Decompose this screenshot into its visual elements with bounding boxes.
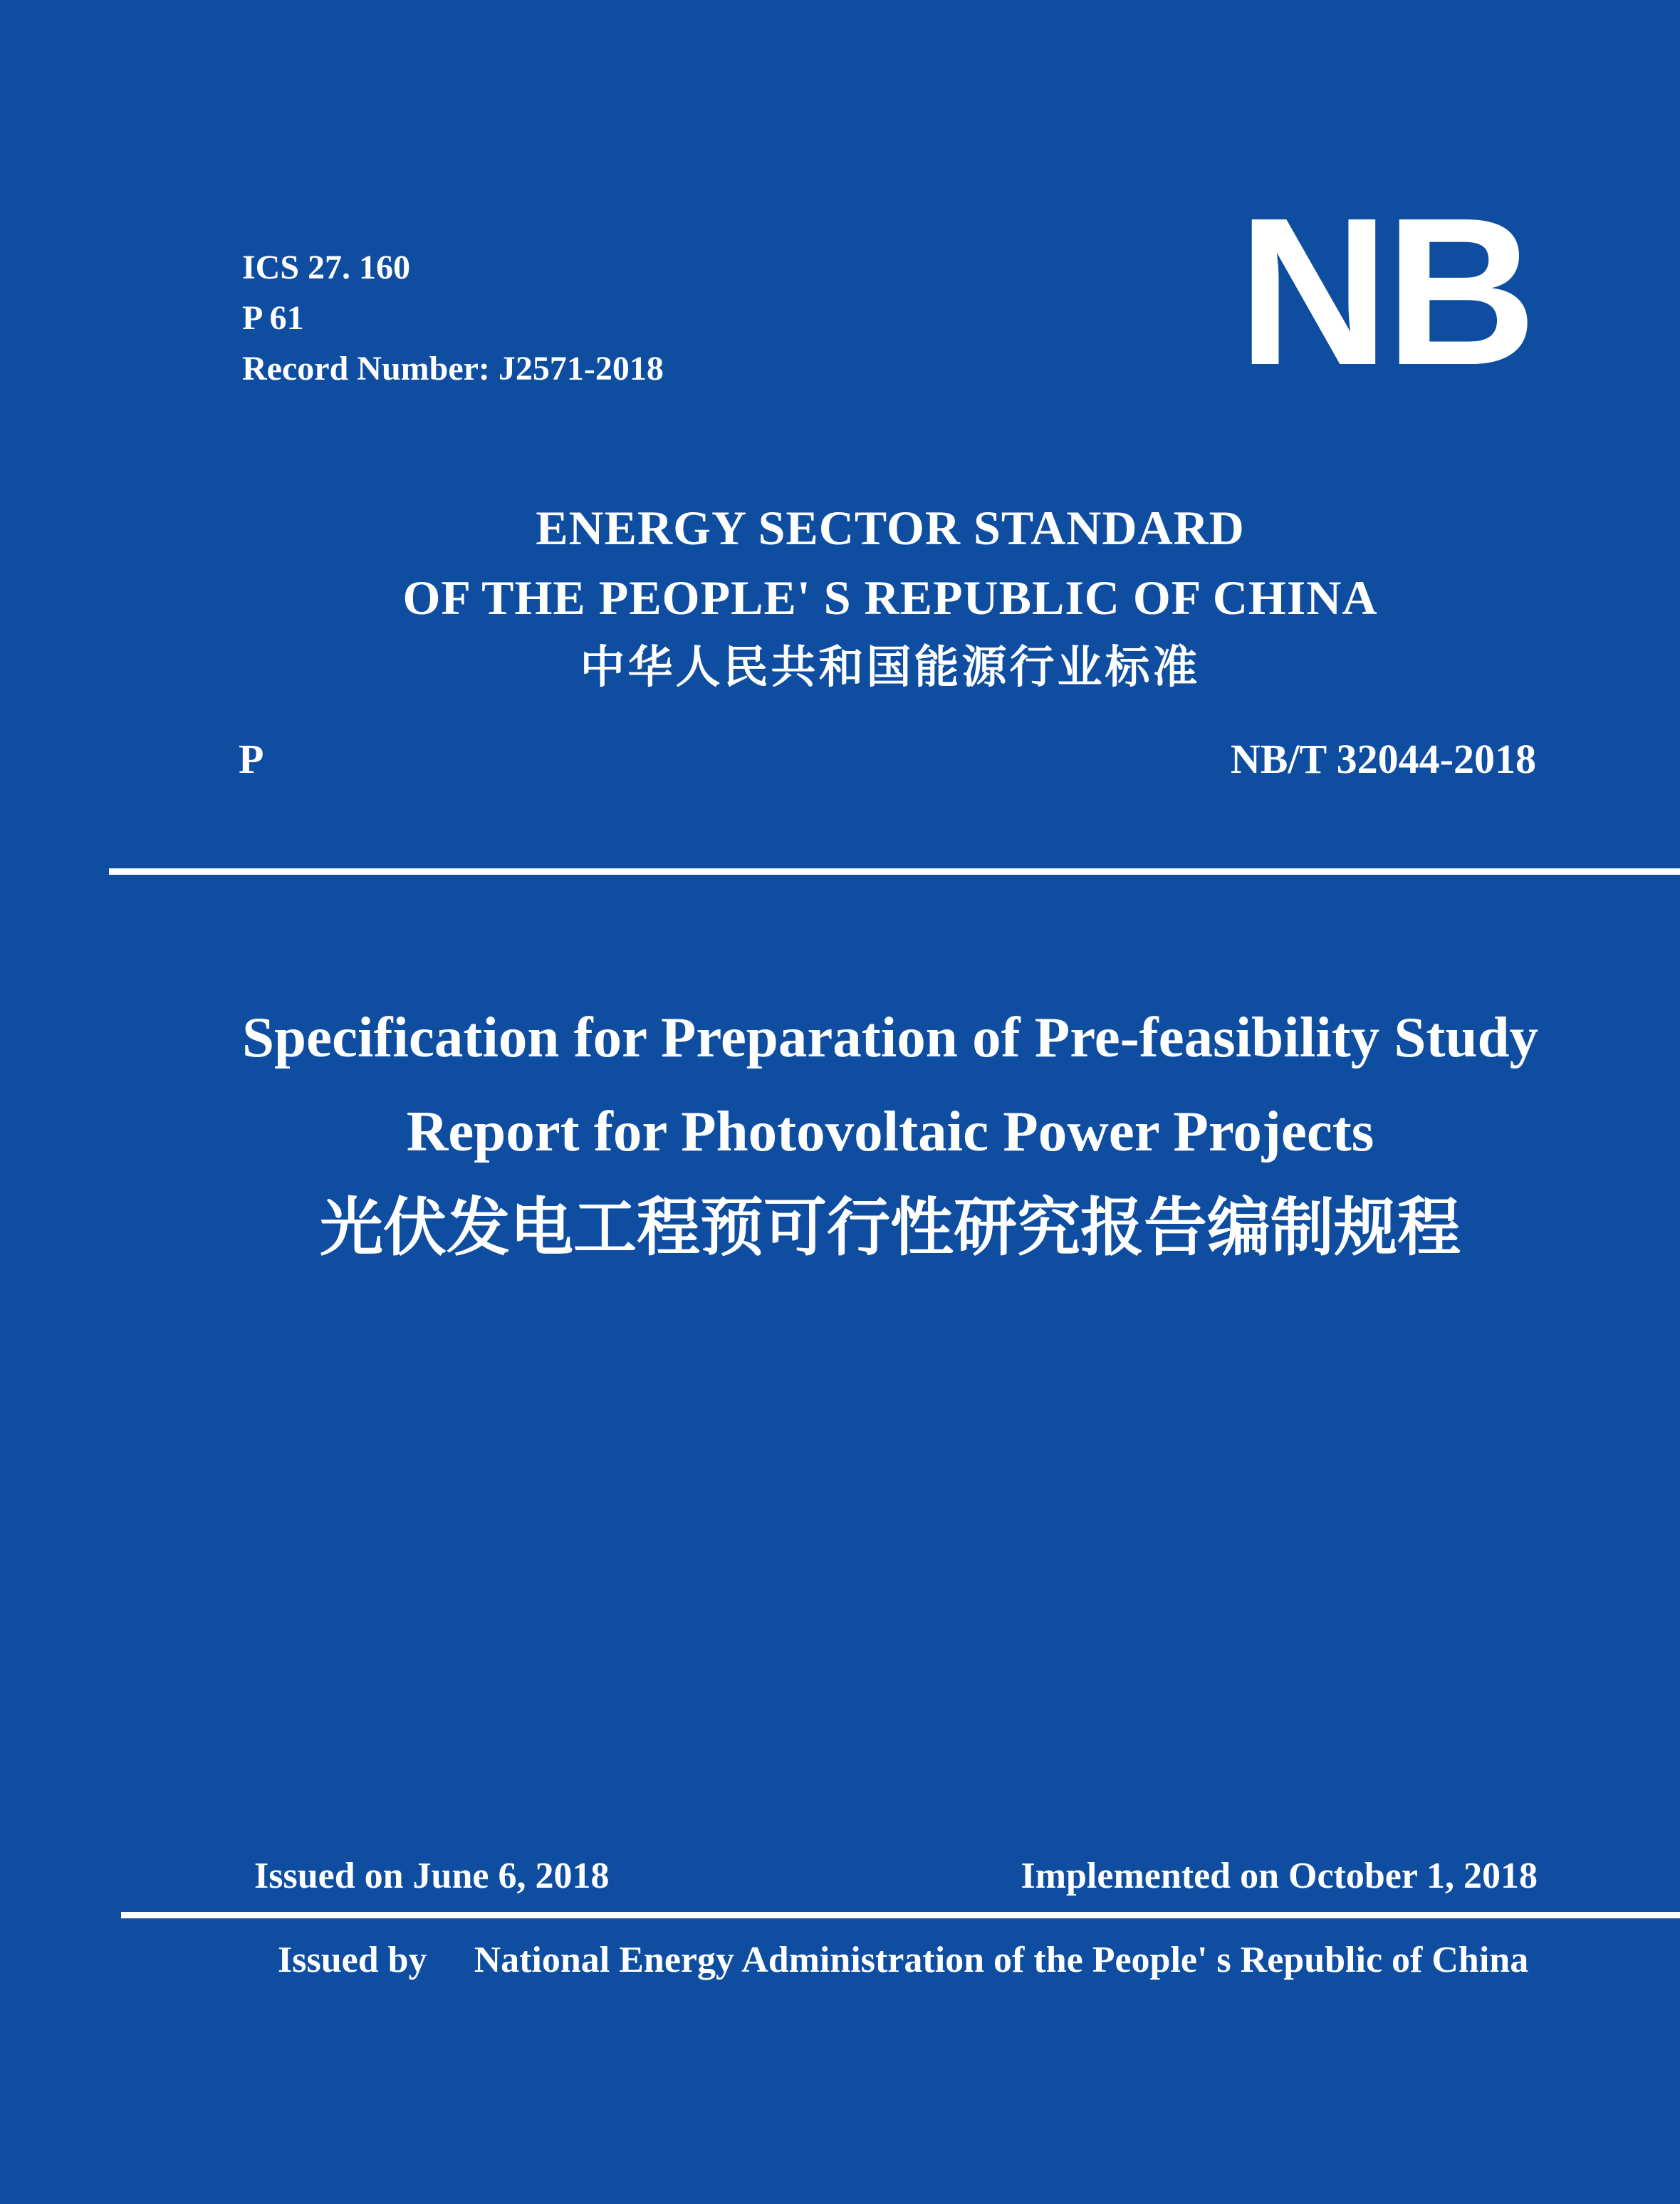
record-number: Record Number: J2571-2018 bbox=[242, 350, 664, 388]
meta-block bbox=[242, 242, 664, 394]
title-chinese: 光伏发电工程预可行性研究报告编制规程 bbox=[320, 1194, 1461, 1264]
designation-left: P bbox=[239, 736, 264, 782]
issuer-name: National Energy Administration of the People' s Republic of China bbox=[474, 1940, 1529, 1980]
standard-heading-chinese: 中华人民共和国能源行业标准 bbox=[580, 643, 1201, 692]
standard-number: NB/T 32044-2018 bbox=[1230, 736, 1536, 782]
p-classification: P 61 bbox=[242, 299, 304, 337]
ics-code: ICS 27. 160 bbox=[242, 249, 411, 286]
issuer-row bbox=[278, 1939, 1528, 1981]
standard-heading-line2: OF THE PEOPLE' S REPUBLIC OF CHINA bbox=[402, 571, 1378, 625]
nb-logo: NB bbox=[1238, 174, 1533, 409]
dates-row bbox=[254, 1855, 1538, 1897]
title-english-line2: Report for Photovoltaic Power Projects bbox=[406, 1099, 1374, 1163]
standard-heading bbox=[235, 493, 1545, 702]
divider-line-top bbox=[109, 868, 1680, 875]
standard-heading-line1: ENERGY SECTOR STANDARD bbox=[536, 501, 1245, 555]
designation-row bbox=[239, 735, 1536, 783]
title-english-line1: Specification for Preparation of Pre-feasibility Study bbox=[241, 1005, 1539, 1069]
issued-by-label: Issued by bbox=[278, 1940, 427, 1980]
issued-date: Issued on June 6, 2018 bbox=[254, 1856, 610, 1896]
implemented-date: Implemented on October 1, 2018 bbox=[1021, 1856, 1538, 1896]
title-block bbox=[235, 990, 1545, 1268]
divider-line-bottom bbox=[121, 1912, 1680, 1918]
